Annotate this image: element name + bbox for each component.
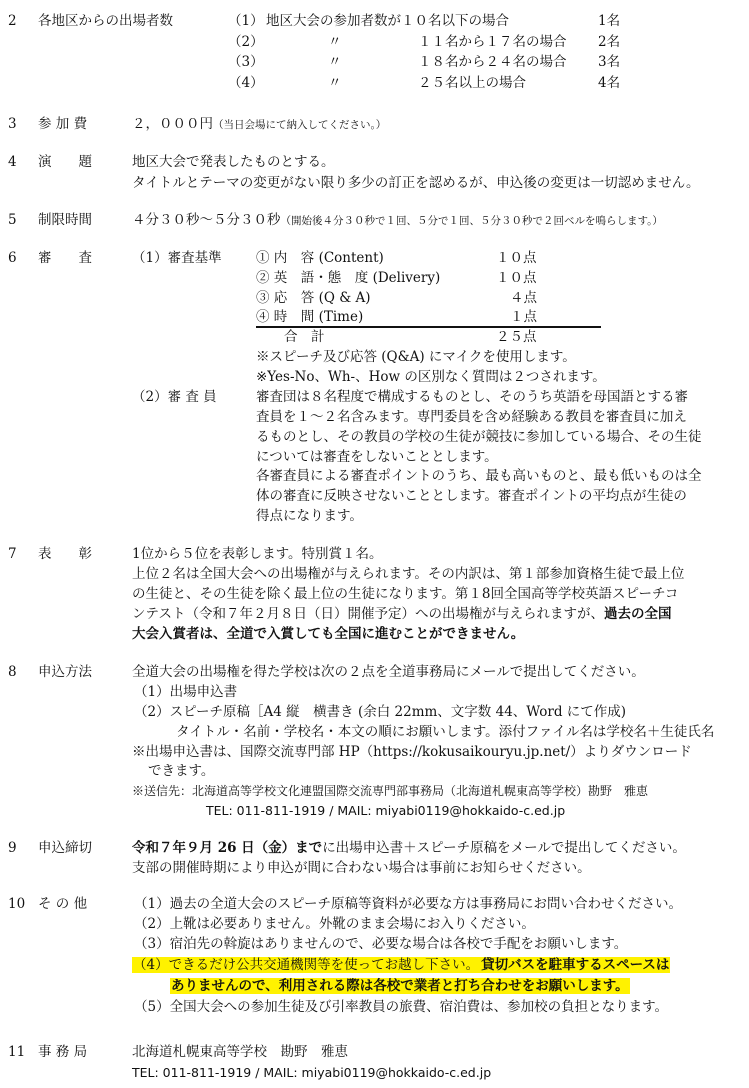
time-limit-note: （開始後４分３０秒で１回、５分で１回、５分３０秒で２回ベルを鳴らします。） [280,215,663,227]
award-line-3: の生徒と、その生徒を除く最上位の生徒になります。第１8回全国高等学校英語スピーチコ [132,586,679,602]
apply-item-2: （2）スピーチ原稿［A4 縦 横書き (余白 22mm、文字数 44、Word にて作成) [134,704,627,720]
award-warning-start: 過去の全国 [603,606,672,622]
judges-line-5: 各審査員による審査ポイントのうち、最も高いものと、最も低いものは全 [256,468,702,484]
s2-row2-count: 2名 [598,34,621,50]
s2-row2-desc: １１名から１７名の場合 [418,34,567,50]
other-item-4-cont: ありませんので、利用される際は各校で業者と打ち合わせをお願いします。 [171,978,629,994]
award-line-1: 1位から５位を表彰します。特別賞１名。 [132,546,383,562]
section-3-heading: 参 加 費 [38,116,88,132]
judges-line-6: 体の審査に反映させないこととします。審査ポイントの平均点が生徒の [256,488,687,504]
s2-row1-desc: 地区大会の参加者数が１０名以下の場合 [266,13,509,29]
deadline-date: 令和７年９月 26 日（金）まで [132,840,323,856]
judges-line-1: 審査団は８名程度で構成するものとし、そのうち英語を母国語とする審 [256,389,688,405]
award-warning: 大会入賞者は、全道で入賞しても全国に進むことができません。 [132,626,525,642]
section-8-number: 8 [8,664,17,680]
fee-amount: ２，０００円（当日会場にて納入してください。） [132,116,387,132]
deadline-line-1: 令和７年９月 26 日（金）までに出場申込書＋スピーチ原稿をメールで提出してください。 [132,840,686,856]
apply-item-2-detail: タイトル・名前・学校名・本文の順にお願いします。添付ファイル名は学校名＋生徒氏名 [176,724,715,740]
mic-note: ※スピーチ及び応答 (Q&A) にマイクを使用します。 [256,349,576,365]
send-to-note: ※送信先：北海道高等学校文化連盟国際交流専門部事務局（北海道札幌東高等学校）勘野 雅恵 [132,784,649,798]
s2-row2-idx: （2） [228,34,264,50]
judges-line-4: については審査をしないこととします。 [256,449,498,465]
criterion-2-points: １０点 [496,270,537,286]
section-4-heading: 演 題 [38,154,92,170]
s2-row3-mark: 〃 [328,54,342,70]
criterion-1-points: １０点 [496,250,537,266]
topic-line-1: 地区大会で発表したものとする。 [132,154,335,170]
judges-line-2: 査員を１～２名含みます。専門委員を含め経験ある教員を審査員に加え [256,409,687,425]
other-item-5: （5）全国大会への参加生徒及び引率教員の旅費、宿泊費は、参加校の負担となります。 [134,999,669,1015]
other-item-4: （4）できるだけ公共交通機関等を使ってお越し下さい。 貸切バスを駐車するスペースは [133,957,670,973]
s2-row4-count: 4名 [598,75,621,91]
judges-label: （2）審 査 員 [132,389,217,405]
total-label: 合 計 [284,329,325,345]
other-item-4-bold: 貸切バスを駐車するスペースは [481,957,670,973]
criterion-4: ④ 時 間 (Time) [256,309,364,325]
section-2-number: 2 [8,13,17,29]
s2-row1-idx: （1） [228,13,264,29]
apply-item-1: （1）出場申込書 [134,684,238,700]
criterion-2: ② 英 語・態 度 (Delivery) [256,270,441,286]
s2-row1-count: 1名 [598,13,621,29]
section-2-heading: 各地区からの出場者数 [38,13,173,29]
s2-row2-mark: 〃 [328,34,342,50]
section-11-heading: 事 務 局 [38,1044,88,1060]
section-9-heading: 申込締切 [38,840,92,856]
download-note-cont: できます。 [148,763,215,779]
criterion-4-points: １点 [510,309,537,325]
section-8-heading: 申込方法 [38,664,92,680]
office-org: 北海道札幌東高等学校 勘野 雅恵 [132,1044,348,1060]
office-contact: TEL: 011-811-1919 / MAIL: miyabi0119@hokkaido-c.ed.jp [132,1065,492,1080]
section-5-number: 5 [8,212,17,228]
other-item-3: （3）宿泊先の斡旋はありませんので、必要な場合は各校で手配をお願いします。 [134,936,628,952]
section-7-heading: 表 彰 [38,546,92,562]
section-3-number: 3 [8,116,17,132]
s2-row4-desc: ２５名以上の場合 [418,75,526,91]
deadline-line-2: 支部の開催時期により申込が間に合わない場合は事前にお知らせください。 [132,860,591,876]
section-6-heading: 審 査 [38,250,92,266]
judges-line-7: 得点になります。 [256,508,363,524]
section-9-number: 9 [8,840,17,856]
judges-line-3: るものとし、その教員の学校の生徒が競技に参加している場合、その生徒 [256,429,702,445]
time-limit: ４分３０秒～５分３０秒（開始後４分３０秒で１回、５分で１回、５分３０秒で２回ベルを鳴らします。） [132,212,663,228]
criterion-3-points: ４点 [510,290,537,306]
s2-row3-idx: （3） [228,54,264,70]
other-item-2: （2）上靴は必要ありません。外靴のまま会場にお入りください。 [134,916,535,932]
s2-row3-desc: １８名から２４名の場合 [418,54,567,70]
section-10-heading: そ の 他 [38,896,88,912]
criterion-3: ③ 応 答 (Q & A) [256,290,371,306]
other-item-1: （1）過去の全道大会のスピーチ原稿等資料が必要な方は事務局にお問い合わせください。 [134,896,683,912]
section-11-number: 11 [8,1044,26,1060]
section-7-number: 7 [8,546,17,562]
question-note: ※Yes-No、Wh-、How の区別なく質問は２つされます。 [256,369,606,385]
download-note: ※出場申込書は、国際交流専門部 HP（https://kokusaikouryu.jp.net/）よりダウンロード [132,744,692,760]
s2-row4-mark: 〃 [328,75,342,91]
section-4-number: 4 [8,154,17,170]
section-5-heading: 制限時間 [38,212,92,228]
s2-row4-idx: （4） [228,75,264,91]
section-6-number: 6 [8,250,17,266]
total-points: ２５点 [496,329,537,345]
award-line-4: ンテスト（令和７年２月８日（日）開催予定）への出場権が与えられますが、過去の全国 [132,606,672,622]
apply-contact: TEL: 011-811-1919 / MAIL: miyabi0119@hokkaido-c.ed.jp [206,803,566,818]
criterion-1: ① 内 容 (Content) [256,250,384,266]
topic-line-2: タイトルとテーマの変更がない限り多少の訂正を認めるが、申込後の変更は一切認めません。 [132,175,700,191]
apply-intro: 全道大会の出場権を得た学校は次の２点を全道事務局にメールで提出してください。 [132,664,645,680]
section-10-number: 10 [8,896,26,912]
fee-note: （当日会場にて納入してください。） [213,119,387,131]
s2-row3-count: 3名 [598,54,621,70]
award-line-2: 上位２名は全国大会への出場権が与えられます。その内訳は、第１部参加資格生徒で最上位 [132,566,685,582]
criteria-label: （1）審査基準 [132,250,222,266]
